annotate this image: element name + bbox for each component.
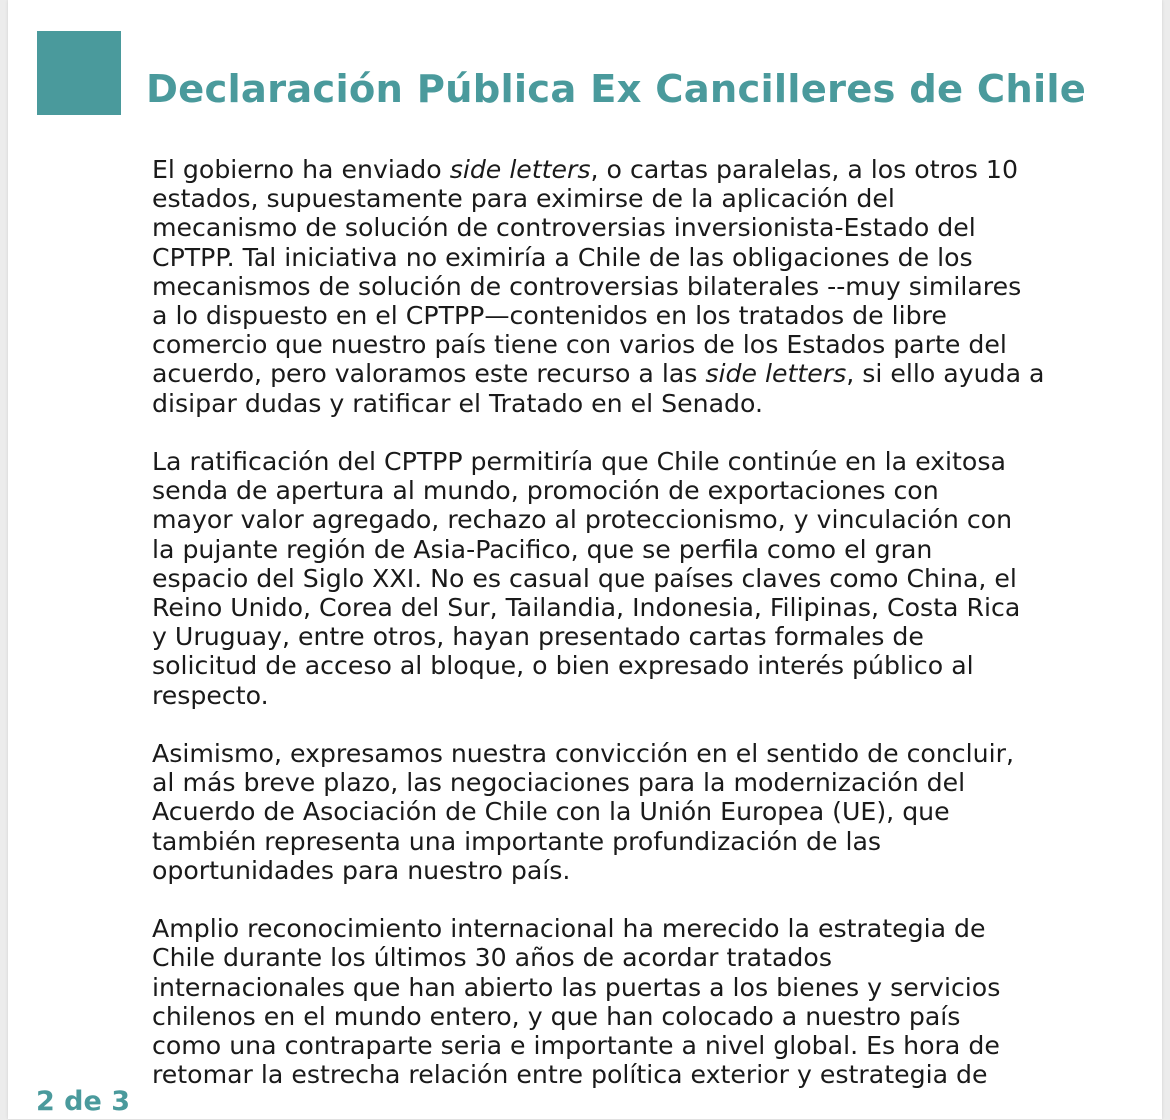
text-line	[152, 768, 1092, 797]
text-segment: al más breve plazo, las negociaciones para la modernización del	[152, 768, 966, 798]
text-line	[152, 1002, 1092, 1031]
text-segment: Amplio reconocimiento internacional ha merecido la estrategia de	[152, 914, 986, 944]
text-segment: y Uruguay, entre otros, hayan presentado cartas formales de	[152, 622, 924, 652]
text-line	[152, 330, 1092, 359]
text-line	[152, 301, 1092, 330]
text-segment: retomar la estrecha relación entre política exterior y estrategia de	[152, 1060, 988, 1090]
text-line	[152, 535, 1092, 564]
document-body	[152, 155, 1092, 1119]
text-segment: solicitud de acceso al bloque, o bien expresado interés público al	[152, 651, 974, 681]
text-segment: comercio que nuestro país tiene con varios de los Estados parte del	[152, 330, 1007, 360]
text-line	[152, 681, 1092, 710]
text-line	[152, 1060, 1092, 1089]
text-segment: Reino Unido, Corea del Sur, Tailandia, Indonesia, Filipinas, Costa Rica	[152, 593, 1021, 623]
text-segment: Asimismo, expresamos nuestra convicción en el sentido de concluir,	[152, 739, 1014, 769]
text-line	[152, 827, 1092, 856]
text-segment: La ratificación del CPTPP permitiría que Chile continúe en la exitosa	[152, 447, 1006, 477]
text-segment: mecanismo de solución de controversias inversionista-Estado del	[152, 213, 976, 243]
text-line	[152, 797, 1092, 826]
text-segment: CPTPP. Tal iniciativa no eximiría a Chile de las obligaciones de los	[152, 242, 973, 272]
accent-square	[37, 31, 121, 115]
paragraph	[152, 155, 1092, 418]
text-segment: Chile durante los últimos 30 años de acordar tratados	[152, 943, 832, 973]
paragraph	[152, 914, 1092, 1089]
text-segment: oportunidades para nuestro país.	[152, 855, 571, 885]
text-segment: también representa una importante profundización de las	[152, 826, 881, 856]
text-line	[152, 973, 1092, 1002]
text-line	[152, 447, 1092, 476]
text-line	[152, 564, 1092, 593]
text-line	[152, 243, 1092, 272]
text-segment: , si ello ayuda a	[846, 359, 1045, 389]
paragraph	[152, 447, 1092, 710]
text-segment: Acuerdo de Asociación de Chile con la Unión Europea (UE), que	[152, 797, 950, 827]
text-line	[152, 184, 1092, 213]
text-segment: a lo dispuesto en el CPTPP—contenidos en los tratados de libre	[152, 301, 947, 331]
text-segment: estados, supuestamente para eximirse de la aplicación del	[152, 184, 895, 214]
text-line	[152, 856, 1092, 885]
text-line	[152, 155, 1092, 184]
italic-text: side letters	[705, 359, 847, 389]
text-line	[152, 272, 1092, 301]
text-line	[152, 622, 1092, 651]
text-line	[152, 505, 1092, 534]
text-line	[152, 943, 1092, 972]
text-line	[152, 359, 1092, 388]
paragraph	[152, 739, 1092, 885]
text-line	[152, 651, 1092, 680]
text-line	[152, 1031, 1092, 1060]
text-segment: respecto.	[152, 680, 269, 710]
text-line	[152, 389, 1092, 418]
text-segment: disipar dudas y ratificar el Tratado en el Senado.	[152, 388, 763, 418]
text-segment: senda de apertura al mundo, promoción de exportaciones con	[152, 476, 939, 506]
text-line	[152, 739, 1092, 768]
text-segment: como una contraparte seria e importante a nivel global. Es hora de	[152, 1031, 1000, 1061]
text-segment: mecanismos de solución de controversias bilaterales --muy similares	[152, 271, 1022, 301]
text-segment: chilenos en el mundo entero, y que han colocado a nuestro país	[152, 1001, 961, 1031]
text-segment: acuerdo, pero valoramos este recurso a las	[152, 359, 706, 389]
text-line	[152, 593, 1092, 622]
text-segment: internacionales que han abierto las puertas a los bienes y servicios	[152, 972, 1001, 1002]
document-page	[8, 0, 1162, 1119]
page-number: 2 de 3	[36, 1086, 131, 1117]
text-line	[152, 213, 1092, 242]
text-segment: la pujante región de Asia-Pacifico, que se perfila como el gran	[152, 534, 933, 564]
text-segment: espacio del Siglo XXI. No es casual que países claves como China, el	[152, 563, 1017, 593]
text-segment: El gobierno ha enviado	[152, 155, 450, 184]
text-segment: mayor valor agregado, rechazo al proteccionismo, y vinculación con	[152, 505, 1013, 535]
text-line	[152, 914, 1092, 943]
italic-text: side letters	[449, 155, 591, 184]
text-line	[152, 476, 1092, 505]
text-segment: , o cartas paralelas, a los otros 10	[590, 155, 1018, 184]
document-title: Declaración Pública Ex Cancilleres de Chile	[146, 67, 1087, 112]
